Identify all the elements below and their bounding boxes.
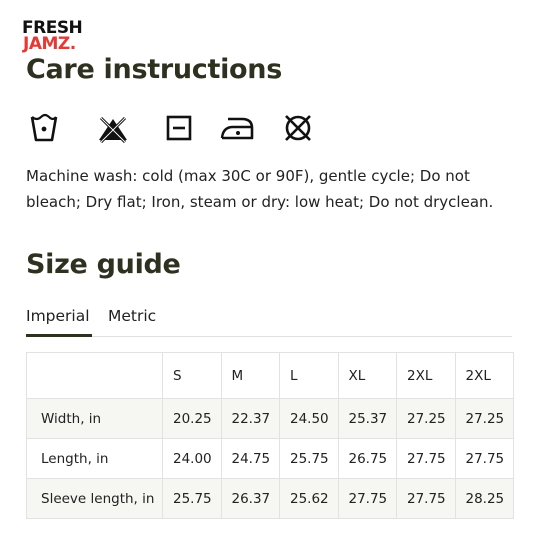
size-column-2xl: 2XL <box>397 353 456 399</box>
do-not-bleach-icon <box>96 113 130 143</box>
size-unit-tabs <box>26 305 512 337</box>
row-label: Width, in <box>27 399 163 439</box>
cell-value: 27.75 <box>338 479 397 519</box>
cell-value: 27.75 <box>397 479 456 519</box>
cell-value: 24.75 <box>221 439 280 479</box>
brand-logo-line1: FRESH <box>22 18 83 38</box>
cell-value: 27.25 <box>455 399 514 439</box>
cell-value: 25.62 <box>280 479 339 519</box>
cell-value: 20.25 <box>163 399 222 439</box>
row-label: Sleeve length, in <box>27 479 163 519</box>
size-column-l: L <box>280 353 339 399</box>
table-row <box>27 399 514 439</box>
size-column-xl: XL <box>338 353 397 399</box>
cell-value: 25.75 <box>163 479 222 519</box>
tab-metric[interactable]: Metric <box>108 307 157 325</box>
brand-logo[interactable] <box>22 20 96 56</box>
cell-value: 27.75 <box>455 439 514 479</box>
cell-value: 24.00 <box>163 439 222 479</box>
machine-wash-cold-icon <box>30 113 58 143</box>
cell-value: 25.37 <box>338 399 397 439</box>
do-not-dryclean-icon <box>282 113 314 143</box>
tab-imperial[interactable]: Imperial <box>26 305 92 337</box>
cell-value: 27.25 <box>397 399 456 439</box>
cell-value: 27.75 <box>397 439 456 479</box>
cell-value: 26.37 <box>221 479 280 519</box>
dry-flat-icon <box>166 113 192 143</box>
cell-value: 24.50 <box>280 399 339 439</box>
size-guide-title: Size guide <box>26 249 181 280</box>
cell-value: 26.75 <box>338 439 397 479</box>
brand-logo-line2: JAMZ. <box>23 34 76 54</box>
size-table-corner <box>27 353 163 399</box>
size-column-s: S <box>163 353 222 399</box>
cell-value: 22.37 <box>221 399 280 439</box>
cell-value: 25.75 <box>280 439 339 479</box>
size-column-m: M <box>221 353 280 399</box>
size-column-2xl-b: 2XL <box>455 353 514 399</box>
row-label: Length, in <box>27 439 163 479</box>
care-instructions-title: Care instructions <box>26 54 282 85</box>
care-instructions-text: Machine wash: cold (max 30C or 90F), gentle cycle; Do not bleach; Dry flat; Iron, steam or dry: low heat; Do not dryclean. <box>26 167 494 211</box>
iron-low-heat-icon <box>219 113 255 143</box>
cell-value: 28.25 <box>455 479 514 519</box>
table-row <box>27 479 514 519</box>
table-row <box>27 439 514 479</box>
size-table <box>26 352 514 519</box>
size-table-header <box>27 353 514 399</box>
